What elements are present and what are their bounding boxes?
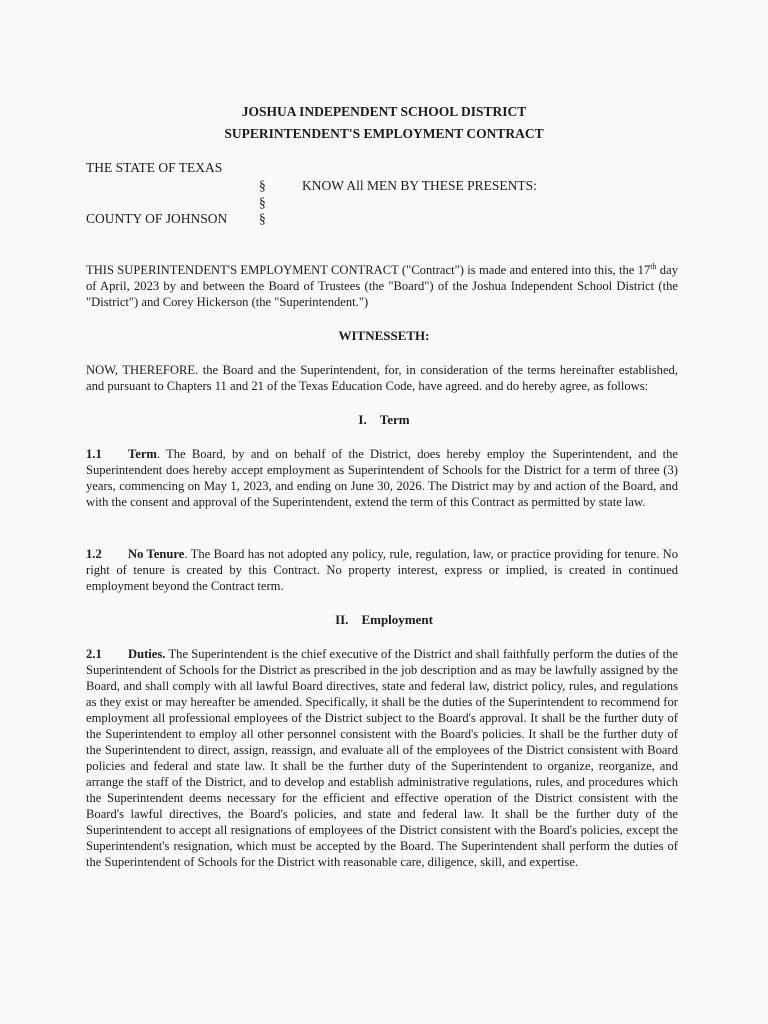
section-mark-2: §: [259, 195, 266, 210]
contract-title: SUPERINTENDENT'S EMPLOYMENT CONTRACT: [224, 126, 544, 141]
intro-paragraph: THIS SUPERINTENDENT'S EMPLOYMENT CONTRACT ("Contract") is made and entered into this, the 17th day of April, 2023 by and between the Board of Trustees (the "Board") of the Joshua Independent School District (the "District") and Corey Hickerson (the "Superintendent."): [86, 261, 678, 309]
now-therefore-paragraph: NOW, THEREFORE. the Board and the Superintendent, for, in consideration of the terms hereinafter established, and pursuant to Chapters 11 and 21 of the Texas Education Code, have agreed. and do hereby agree, as follows:: [86, 363, 678, 393]
article-2-heading: II. Employment: [335, 612, 433, 627]
section-mark-3: §: [259, 211, 266, 226]
know-all-men: KNOW All MEN BY THESE PRESENTS:: [302, 178, 537, 193]
article-1-heading: I. Term: [358, 412, 410, 427]
district-title: JOSHUA INDEPENDENT SCHOOL DISTRICT: [241, 104, 527, 119]
ordinal-suffix: th: [650, 261, 657, 271]
section-2-1: 2.1 Duties. The Superintendent is the chief executive of the District and shall faithfully perform the duties of the Superintendent of Schools for the District as prescribed in the job description and as may be lawfully assigned by the Board, and shall comply with all lawful Board directives, state and federal law, district policy, rules, and regulations as they exist or may hereafter be amended. Specifically, it shall be the duties of the Superintendent to recommend for employment all professional employees of the District subject to the Board's approval. It shall be the further duty of the Superintendent to employ all other personnel consistent with the Board's policies. It shall be the further duty of the Superintendent to direct, assign, reassign, and evaluate all of the employees of the District consistent with Board policies and federal and state law. It shall be the further duty of the Superintendent to organize, reorganize, and arrange the staff of the District, and to develop and establish administrative regulations, rules, and procedures which the Superintendent deems necessary for the efficient and effective operation of the District consistent with the Board's lawful directives, the Board's policies, and state and federal law. It shall be the further duty of the Superintendent to accept all resignations of employees of the District consistent with the Board's policies, except the Superintendent's resignation, which must be accepted by the Board. The Superintendent shall perform the duties of the Superintendent of Schools for the District with reasonable care, diligence, skill, and expertise.: [86, 647, 678, 869]
witnesseth-heading: WITNESSETH:: [338, 328, 430, 343]
section-1-1: 1.1 Term. The Board, by and on behalf of the District, does hereby employ the Superintendent, and the Superintendent does hereby accept employment as Superintendent of Schools for the District for a term of three (3) years, commencing on May 1, 2023, and ending on June 30, 2026. The District may by and action of the Board, and with the consent and approval of the Superintendent, extend the term of this Contract as permitted by state law.: [86, 447, 678, 509]
section-mark-1: §: [259, 178, 266, 193]
section-1-2: 1.2 No Tenure. The Board has not adopted any policy, rule, regulation, law, or practice providing for tenure. No right of tenure is created by this Contract. No property interest, express or implied, is created in continued employment beyond the Contract term.: [86, 547, 678, 593]
state-label: THE STATE OF TEXAS: [86, 160, 223, 175]
county-label: COUNTY OF JOHNSON: [86, 211, 228, 226]
